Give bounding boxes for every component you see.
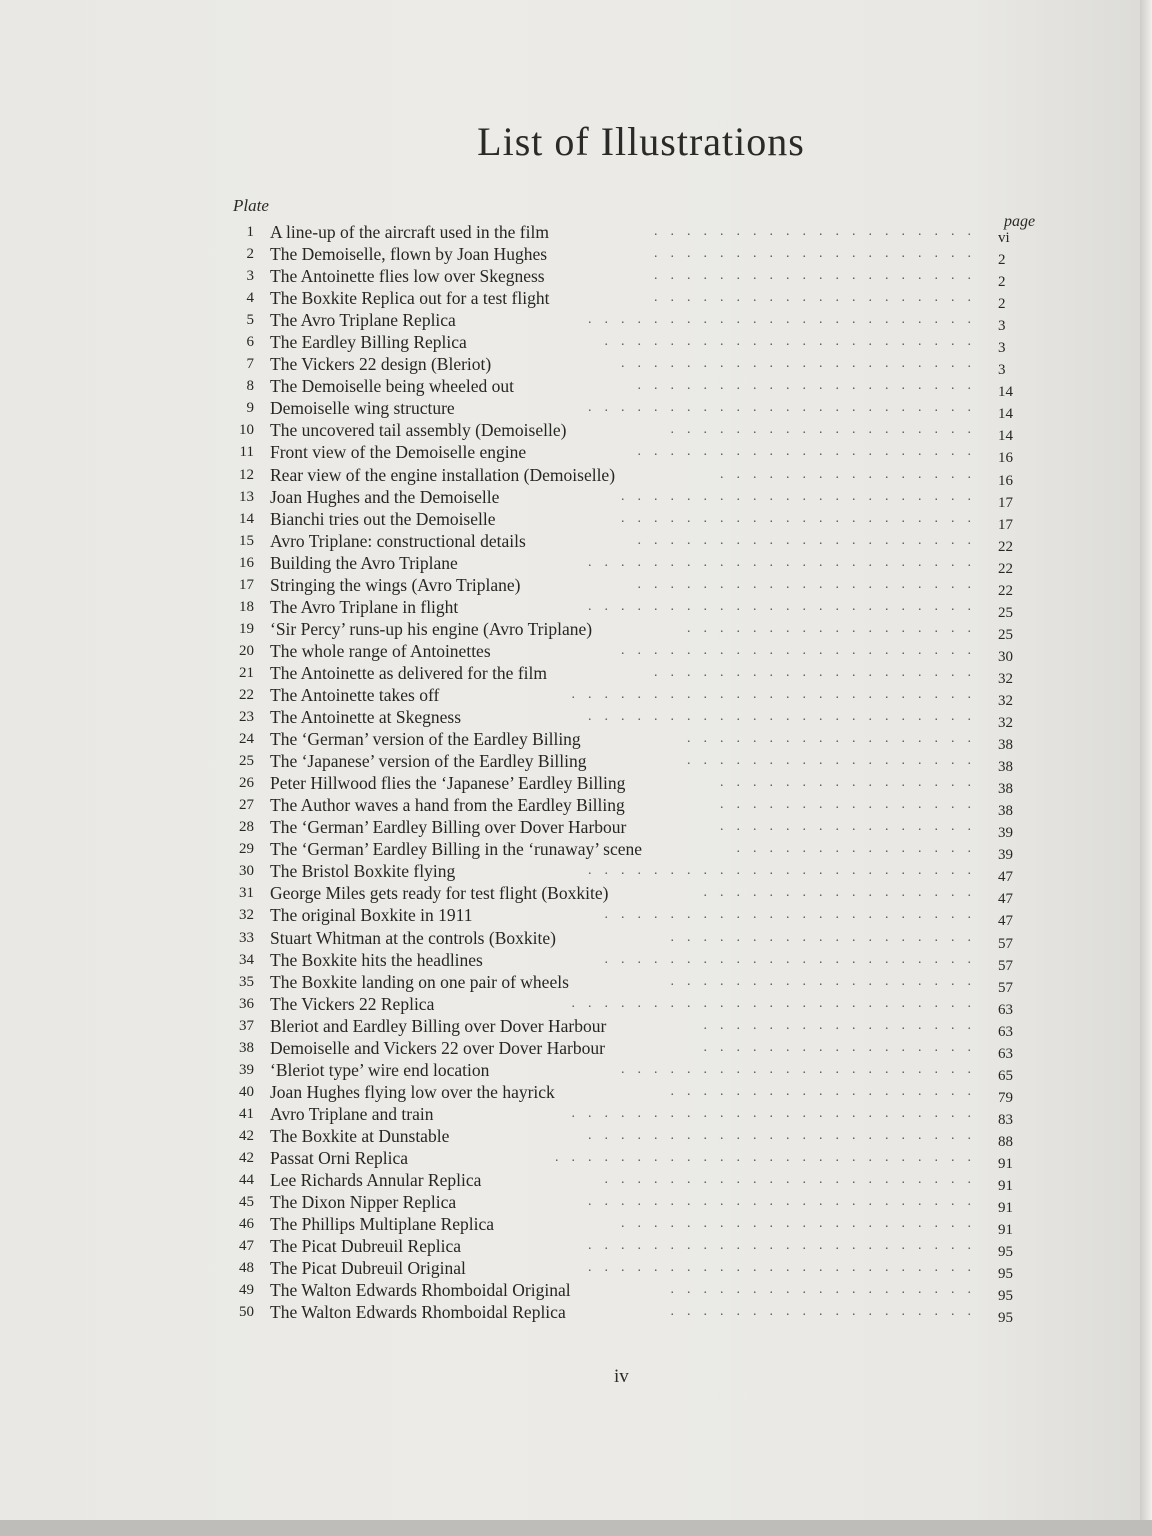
illustration-caption: The ‘Japanese’ version of the Eardley Billing xyxy=(270,751,587,772)
plate-number: 7 xyxy=(246,356,254,373)
list-item xyxy=(228,464,1048,489)
plate-number: 42 xyxy=(239,1149,254,1166)
page-number: 32 xyxy=(998,692,1013,709)
illustrations-list xyxy=(228,221,1048,1327)
illustration-caption: Demoiselle wing structure xyxy=(270,398,455,419)
list-item xyxy=(228,1301,1048,1327)
illustration-caption: Joan Hughes and the Demoiselle xyxy=(270,486,500,507)
illustration-caption: The Dixon Nipper Replica xyxy=(270,1192,457,1213)
illustration-caption: The whole range of Antoinettes xyxy=(270,640,491,661)
page-number: 39 xyxy=(998,825,1013,842)
leader-dots: ........................ xyxy=(588,709,984,725)
illustration-caption: Stringing the wings (Avro Triplane) xyxy=(270,574,521,595)
page-title: List of Illustrations xyxy=(477,119,805,164)
illustration-caption: Avro Triplane and train xyxy=(270,1103,434,1124)
page-number: 25 xyxy=(998,626,1013,643)
plate-number: 2 xyxy=(246,246,254,263)
page-number: 91 xyxy=(998,1222,1013,1239)
leader-dots: .................... xyxy=(654,290,984,306)
illustration-caption: Stuart Whitman at the controls (Boxkite) xyxy=(270,927,556,948)
illustration-caption: The Antoinette takes off xyxy=(270,684,440,705)
leader-dots: .................... xyxy=(654,664,984,680)
leader-dots: ........................ xyxy=(588,400,984,416)
list-item xyxy=(228,750,1048,776)
leader-dots: .................. xyxy=(687,731,984,747)
list-item xyxy=(228,860,1048,886)
illustration-caption: Joan Hughes flying low over the hayrick xyxy=(270,1081,555,1102)
illustration-caption: The original Boxkite in 1911 xyxy=(270,905,473,926)
illustration-caption: The ‘German’ version of the Eardley Billing xyxy=(270,729,581,750)
leader-dots: ........................ xyxy=(588,1127,984,1143)
page-number: 38 xyxy=(998,781,1013,798)
plate-number: 12 xyxy=(239,466,254,483)
plate-number: 16 xyxy=(239,554,254,571)
illustration-caption: The ‘German’ Eardley Billing over Dover Harbour xyxy=(270,817,627,838)
illustration-caption: The Walton Edwards Rhomboidal Original xyxy=(270,1280,571,1301)
plate-number: 26 xyxy=(239,775,254,792)
page-number: 30 xyxy=(998,648,1013,665)
page-number: 47 xyxy=(998,913,1013,930)
illustration-caption: Avro Triplane: constructional details xyxy=(270,530,526,551)
illustration-caption: George Miles gets ready for test flight (Boxkite) xyxy=(270,883,609,904)
page-number: 32 xyxy=(998,715,1013,732)
plate-number: 32 xyxy=(239,907,254,924)
leader-dots: ........................ xyxy=(588,1260,984,1276)
list-item xyxy=(228,1191,1048,1217)
leader-dots: ..................... xyxy=(637,444,984,460)
list-item xyxy=(228,971,1048,996)
plate-number: 6 xyxy=(246,334,254,351)
illustration-caption: The ‘German’ Eardley Billing in the ‘runaway’ scene xyxy=(270,839,643,860)
plate-number: 8 xyxy=(246,378,254,395)
page-number: 16 xyxy=(998,450,1013,467)
list-item xyxy=(228,904,1048,930)
plate-number: 35 xyxy=(239,973,254,990)
list-item xyxy=(228,1279,1048,1305)
plate-number: 29 xyxy=(239,841,254,858)
leader-dots: .................. xyxy=(687,620,984,636)
plate-number: 48 xyxy=(239,1260,254,1277)
illustration-caption: The Vickers 22 Replica xyxy=(270,993,435,1014)
page-number: 16 xyxy=(998,472,1013,489)
page-number: 14 xyxy=(998,384,1013,401)
list-item xyxy=(228,574,1048,599)
page-edge xyxy=(1140,0,1152,1520)
plate-number: 46 xyxy=(239,1216,254,1233)
leader-dots: ....................... xyxy=(604,951,984,967)
illustration-caption: The Picat Dubreuil Replica xyxy=(270,1236,461,1257)
page-folio: iv xyxy=(614,1366,629,1387)
list-item xyxy=(228,221,1048,246)
plate-number: 37 xyxy=(239,1017,254,1034)
plate-number: 33 xyxy=(239,929,254,946)
page-number: 57 xyxy=(998,979,1013,996)
page-number: 17 xyxy=(998,494,1013,511)
illustration-caption: The Boxkite hits the headlines xyxy=(270,949,483,970)
plate-number: 20 xyxy=(239,642,254,659)
illustration-caption: The Author waves a hand from the Eardley Billing xyxy=(270,795,625,816)
illustration-caption: The Boxkite landing on one pair of wheels xyxy=(270,971,569,992)
illustration-caption: The Phillips Multiplane Replica xyxy=(270,1214,495,1235)
leader-dots: ....................... xyxy=(604,907,984,923)
illustration-caption: The Vickers 22 design (Bleriot) xyxy=(270,354,492,375)
list-item xyxy=(228,1213,1048,1239)
page-number: 63 xyxy=(998,1001,1013,1018)
list-item xyxy=(228,243,1048,269)
leader-dots: ................ xyxy=(720,466,984,482)
list-item xyxy=(228,1257,1048,1283)
plate-number: 10 xyxy=(239,422,254,439)
leader-dots: ......................... xyxy=(571,995,984,1011)
illustration-caption: The Boxkite Replica out for a test flight xyxy=(270,288,550,309)
plate-number: 23 xyxy=(239,709,254,726)
page-number: 91 xyxy=(998,1178,1013,1195)
illustration-caption: Building the Avro Triplane xyxy=(270,552,458,573)
plate-number: 39 xyxy=(239,1061,254,1078)
list-item xyxy=(228,816,1048,842)
plate-number: 34 xyxy=(239,951,254,968)
page-number: 91 xyxy=(998,1200,1013,1217)
list-item xyxy=(228,596,1048,621)
page-number: 2 xyxy=(998,296,1006,313)
page-number: 95 xyxy=(998,1310,1013,1327)
plate-number: 3 xyxy=(246,268,254,285)
page-number: 63 xyxy=(998,1023,1013,1040)
illustration-caption: The Demoiselle, flown by Joan Hughes xyxy=(270,244,548,265)
page-number: 38 xyxy=(998,737,1013,754)
list-item xyxy=(228,1081,1048,1106)
page-number: 95 xyxy=(998,1244,1013,1261)
page-number: 17 xyxy=(998,516,1013,533)
plate-number: 25 xyxy=(239,753,254,770)
leader-dots: ................ xyxy=(720,797,984,813)
leader-dots: ........................ xyxy=(588,1238,984,1254)
list-item xyxy=(228,552,1048,577)
leader-dots: ...................... xyxy=(621,1216,984,1232)
plate-number: 21 xyxy=(239,664,254,681)
list-item xyxy=(228,772,1048,798)
page-number: 79 xyxy=(998,1089,1013,1106)
page-number: 38 xyxy=(998,759,1013,776)
leader-dots: .................. xyxy=(687,753,984,769)
leader-dots: ................. xyxy=(703,1017,984,1033)
page-number: 38 xyxy=(998,803,1013,820)
page-bottom-edge xyxy=(0,1520,1152,1536)
page-number: 22 xyxy=(998,582,1013,599)
list-item xyxy=(228,331,1048,357)
plate-number: 13 xyxy=(239,488,254,505)
page-number: 22 xyxy=(998,560,1013,577)
leader-dots: ................. xyxy=(703,1039,984,1055)
page-number: 3 xyxy=(998,318,1006,335)
list-item xyxy=(228,397,1048,423)
page-number: 47 xyxy=(998,869,1013,886)
plate-number: 28 xyxy=(239,819,254,836)
illustration-caption: The Boxkite at Dunstable xyxy=(270,1125,450,1146)
illustration-caption: Peter Hillwood flies the ‘Japanese’ Eardley Billing xyxy=(270,773,626,794)
leader-dots: ...................... xyxy=(621,642,984,658)
leader-dots: ................. xyxy=(703,885,984,901)
page-number: 25 xyxy=(998,604,1013,621)
leader-dots: ............... xyxy=(736,841,984,857)
illustration-caption: The Demoiselle being wheeled out xyxy=(270,376,514,397)
plate-number: 50 xyxy=(239,1304,254,1321)
list-item xyxy=(228,375,1048,401)
list-item xyxy=(228,486,1048,511)
plate-number: 44 xyxy=(239,1172,254,1189)
illustration-caption: Lee Richards Annular Replica xyxy=(270,1170,482,1191)
leader-dots: ................... xyxy=(670,1304,984,1320)
illustration-caption: The Walton Edwards Rhomboidal Replica xyxy=(270,1302,566,1323)
plate-number: 17 xyxy=(239,576,254,593)
page-number: 57 xyxy=(998,935,1013,952)
plate-number: 45 xyxy=(239,1194,254,1211)
plate-number: 27 xyxy=(239,797,254,814)
page-number: 2 xyxy=(998,252,1006,269)
leader-dots: ........................ xyxy=(588,312,984,328)
leader-dots: ....................... xyxy=(604,1172,984,1188)
plate-number: 19 xyxy=(239,620,254,637)
list-item xyxy=(228,882,1048,908)
illustration-caption: The Avro Triplane Replica xyxy=(270,310,456,331)
list-item xyxy=(228,706,1048,732)
plate-number: 41 xyxy=(239,1105,254,1122)
plate-number: 24 xyxy=(239,731,254,748)
page-number: 63 xyxy=(998,1045,1013,1062)
illustration-caption: Bleriot and Eardley Billing over Dover Harbour xyxy=(270,1015,607,1036)
list-item xyxy=(228,530,1048,555)
list-item xyxy=(228,1103,1048,1128)
page-number: 2 xyxy=(998,274,1006,291)
list-item xyxy=(228,684,1048,709)
list-item xyxy=(228,1235,1048,1261)
plate-number: 47 xyxy=(239,1238,254,1255)
list-item xyxy=(228,640,1048,665)
leader-dots: ..................... xyxy=(637,532,984,548)
illustration-caption: The Avro Triplane in flight xyxy=(270,596,459,617)
illustration-caption: Passat Orni Replica xyxy=(270,1147,409,1168)
illustration-caption: The Bristol Boxkite flying xyxy=(270,861,456,882)
list-item xyxy=(228,1015,1048,1040)
list-item xyxy=(228,309,1048,335)
list-item xyxy=(228,662,1048,687)
plate-number: 22 xyxy=(239,686,254,703)
page-number: 57 xyxy=(998,957,1013,974)
leader-dots: .................... xyxy=(654,224,984,239)
illustration-caption: ‘Bleriot type’ wire end location xyxy=(270,1059,490,1080)
leader-dots: ......................... xyxy=(571,686,984,702)
list-item xyxy=(228,618,1048,643)
list-item xyxy=(228,993,1048,1018)
page-number: 65 xyxy=(998,1067,1013,1084)
plate-column-heading: Plate xyxy=(233,196,269,215)
page-number: 47 xyxy=(998,891,1013,908)
plate-number: 5 xyxy=(246,312,254,329)
plate-number: 11 xyxy=(239,444,254,461)
list-item xyxy=(228,728,1048,754)
list-item xyxy=(228,441,1048,467)
page-number: 88 xyxy=(998,1133,1013,1150)
list-item xyxy=(228,508,1048,533)
plate-number: 9 xyxy=(246,400,254,417)
illustration-caption: Rear view of the engine installation (Demoiselle) xyxy=(270,464,616,485)
leader-dots: ...................... xyxy=(621,488,984,504)
list-item xyxy=(228,1125,1048,1150)
page-number: 95 xyxy=(998,1266,1013,1283)
illustration-caption: Bianchi tries out the Demoiselle xyxy=(270,508,496,529)
page-number: 22 xyxy=(998,538,1013,555)
list-item xyxy=(228,1147,1048,1172)
illustration-caption: ‘Sir Percy’ runs-up his engine (Avro Triplane) xyxy=(270,618,593,639)
list-item xyxy=(228,794,1048,820)
leader-dots: ................ xyxy=(720,775,984,791)
page-number: 91 xyxy=(998,1155,1013,1172)
illustration-caption: The Antoinette at Skegness xyxy=(270,707,462,728)
leader-dots: ...................... xyxy=(621,1061,984,1077)
page-number: 39 xyxy=(998,847,1013,864)
leader-dots: ...................... xyxy=(621,356,984,372)
plate-number: 49 xyxy=(239,1282,254,1299)
plate-number: 18 xyxy=(239,598,254,615)
list-item xyxy=(228,1169,1048,1195)
leader-dots: ........................ xyxy=(588,863,984,879)
list-item xyxy=(228,419,1048,445)
plate-number: 4 xyxy=(246,290,254,307)
page-number: 3 xyxy=(998,362,1006,379)
list-item xyxy=(228,287,1048,313)
page-number: 32 xyxy=(998,670,1013,687)
list-item xyxy=(228,1037,1048,1062)
illustration-caption: Demoiselle and Vickers 22 over Dover Harbour xyxy=(270,1037,605,1058)
leader-dots: .................... xyxy=(654,246,984,262)
plate-number: 36 xyxy=(239,995,254,1012)
page-number: 95 xyxy=(998,1288,1013,1305)
leader-dots: ................... xyxy=(670,973,984,989)
leader-dots: ......................... xyxy=(571,1105,984,1121)
illustration-caption: Front view of the Demoiselle engine xyxy=(270,442,527,463)
illustration-caption: A line-up of the aircraft used in the film xyxy=(270,222,549,242)
illustration-caption: The Antoinette flies low over Skegness xyxy=(270,266,545,287)
illustration-caption: The Picat Dubreuil Original xyxy=(270,1258,466,1279)
illustration-caption: The Eardley Billing Replica xyxy=(270,332,467,353)
plate-number: 30 xyxy=(239,863,254,880)
leader-dots: ..................... xyxy=(637,576,984,592)
leader-dots: ................... xyxy=(670,929,984,945)
leader-dots: .................... xyxy=(654,268,984,284)
list-item xyxy=(228,949,1048,974)
page-number: 14 xyxy=(998,428,1013,445)
page-number: 14 xyxy=(998,406,1013,423)
leader-dots: ................... xyxy=(670,422,984,438)
plate-number: 38 xyxy=(239,1039,254,1056)
page-number: 3 xyxy=(998,340,1006,357)
list-item xyxy=(228,353,1048,379)
page-number: vi xyxy=(998,230,1010,246)
plate-number: 15 xyxy=(239,532,254,549)
plate-number: 40 xyxy=(239,1083,254,1100)
leader-dots: ........................ xyxy=(588,598,984,614)
plate-number: 31 xyxy=(239,885,254,902)
list-item xyxy=(228,838,1048,864)
list-item xyxy=(228,1059,1048,1084)
page-number: 83 xyxy=(998,1111,1013,1128)
plate-number: 1 xyxy=(246,224,254,240)
list-item xyxy=(228,927,1048,952)
leader-dots: ..................... xyxy=(637,378,984,394)
page-column-heading: page xyxy=(1004,213,1036,230)
leader-dots: ....................... xyxy=(604,334,984,350)
leader-dots: ...................... xyxy=(621,510,984,526)
illustration-caption: The Antoinette as delivered for the film xyxy=(270,662,547,683)
leader-dots: .......................... xyxy=(555,1149,984,1165)
plate-number: 14 xyxy=(239,510,254,527)
leader-dots: ........................ xyxy=(588,1194,984,1210)
illustration-caption: The uncovered tail assembly (Demoiselle) xyxy=(270,420,567,441)
leader-dots: ........................ xyxy=(588,554,984,570)
plate-number: 42 xyxy=(239,1127,254,1144)
list-item xyxy=(228,265,1048,291)
leader-dots: ................... xyxy=(670,1282,984,1298)
leader-dots: ................... xyxy=(670,1083,984,1099)
leader-dots: ................ xyxy=(720,819,984,835)
